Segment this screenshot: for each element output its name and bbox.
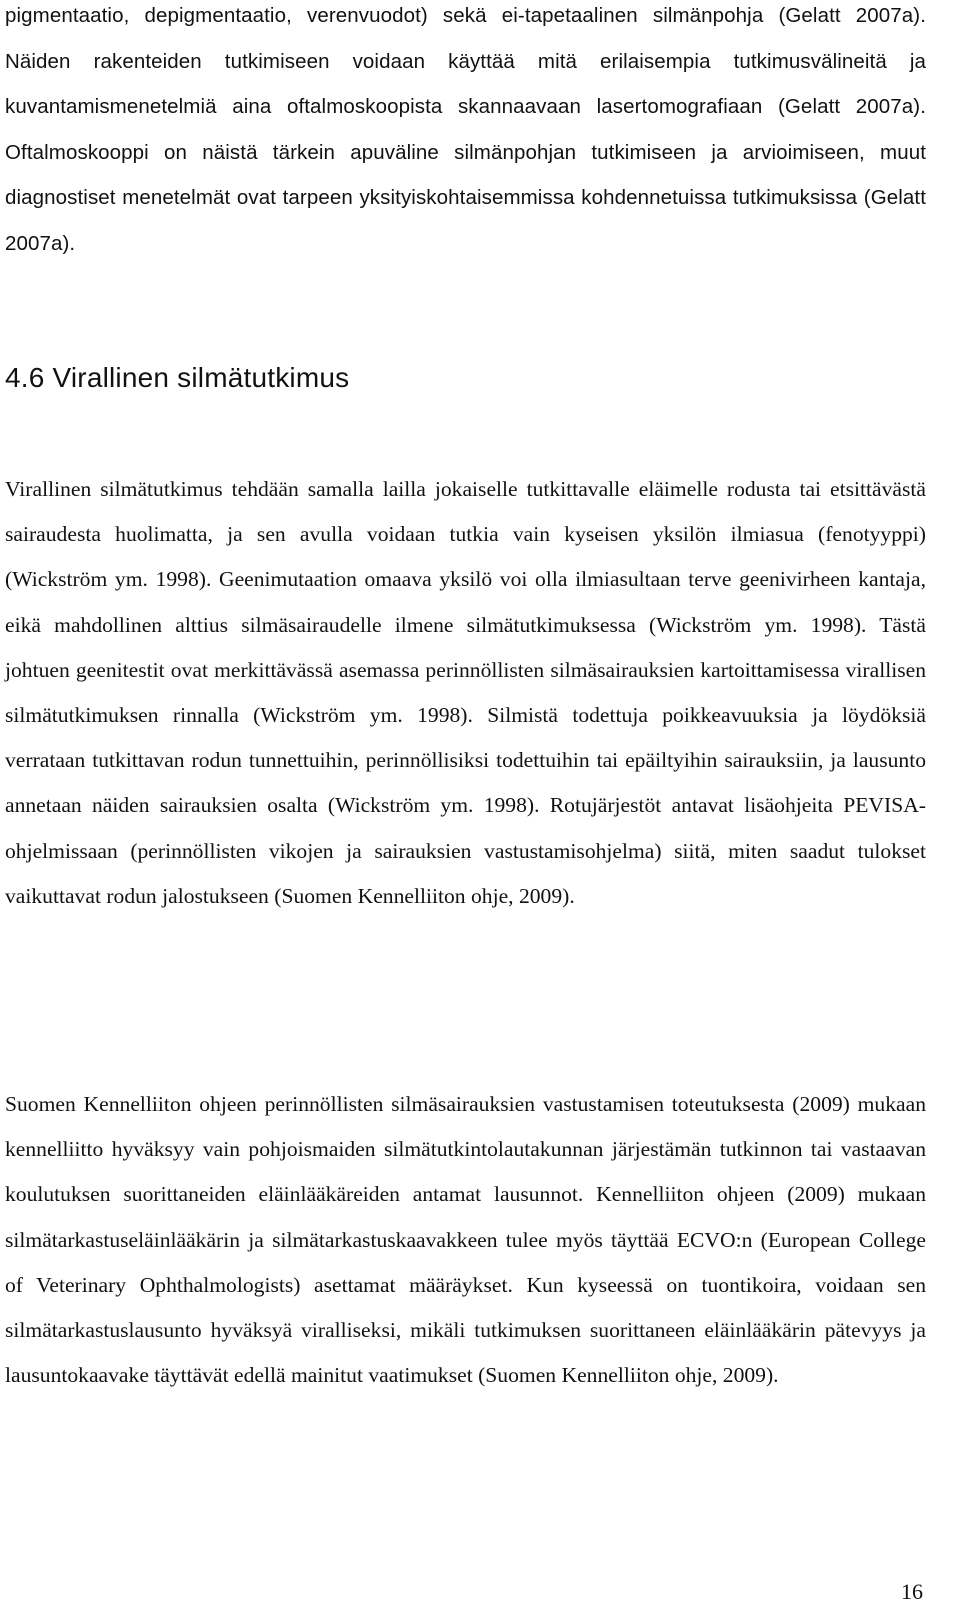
body-paragraph-official-exam: Virallinen silmätutkimus tehdään samalla lailla jokaiselle tutkittavalle eläimelle rodusta tai etsittävästä sairaudesta huolimatta, ja sen avulla voidaan tutkia vain kyseisen yksilön ilmiasua (fenotyyppi) (Wickström ym. 1998). Geenimutaation omaava yksilö voi olla ilmiasultaan terve geenivirheen kantaja, eikä mahdollinen alttius silmäsairaudelle ilmene silmätutkimuksessa (Wickström ym. 1998). Tästä johtuen geenitestit ovat merkittävässä asemassa perinnöllisten silmäsairauksien kartoittamisessa virallisen silmätutkimuksen rinnalla (Wickström ym. 1998). Silmistä todettuja poikkeavuuksia ja löydöksiä verrataan tutkittavan rodun tunnettuihin, perinnöllisiksi todettuihin tai epäiltyihin sairauksiin, ja lausunto annetaan näiden sairauksien osalta (Wickström ym. 1998). Rotujärjestöt antavat lisäohjeita PEVISA-ohjelmissaan (perinnöllisten vikojen ja sairauksien vastustamisohjelma) siitä, miten saadut tulokset vaikuttavat rodun jalostukseen (Suomen Kennelliiton ohje, 2009). bbox=[5, 477, 926, 908]
body-paragraph-kennel-club-guidelines: Suomen Kennelliiton ohjeen perinnöllisten silmäsairauksien vastustamisen toteutuksesta (2009) mukaan kennelliitto hyväksyy vain pohjoismaiden silmätutkintolautakunnan järjestämän tutkinnon tai vastaavan koulutuksen suorittaneiden eläinlääkäreiden antamat lausunnot. Kennelliiton ohjeen (2009) mukaan silmätarkastuseläinlääkärin ja silmätarkastuskaavakkeen tulee myös täyttää ECVO:n (European College of Veterinary Ophthalmologists) asettamat määräykset. Kun kyseessä on tuontikoira, voidaan sen silmätarkastuslausunto hyväksyä viralliseksi, mikäli tutkimuksen suorittaneen eläinlääkärin pätevyys ja lausuntokaavake täyttävät edellä mainitut vaatimukset (Suomen Kennelliiton ohje, 2009). bbox=[5, 1092, 926, 1388]
section-heading: 4.6 Virallinen silmätutkimus bbox=[5, 362, 350, 393]
page-number: 16 bbox=[901, 1579, 923, 1604]
body-paragraph-intro: pigmentaatio, depigmentaatio, verenvuodot) sekä ei-tapetaalinen silmänpohja (Gelatt 2007a). Näiden rakenteiden tutkimiseen voidaan käyttää mitä erilaisempia tutkimusvälineitä ja kuvantamismenetelmiä aina oftalmoskoopista skannaavaan lasertomografiaan (Gelatt 2007a). Oftalmoskooppi on näistä tärkein apuväline silmänpohjan tutkimiseen ja arvioimiseen, muut diagnostiset menetelmät ovat tarpeen yksityiskohtaisemmissa kohdennetuissa tutkimuksissa (Gelatt 2007a). bbox=[5, 4, 926, 255]
